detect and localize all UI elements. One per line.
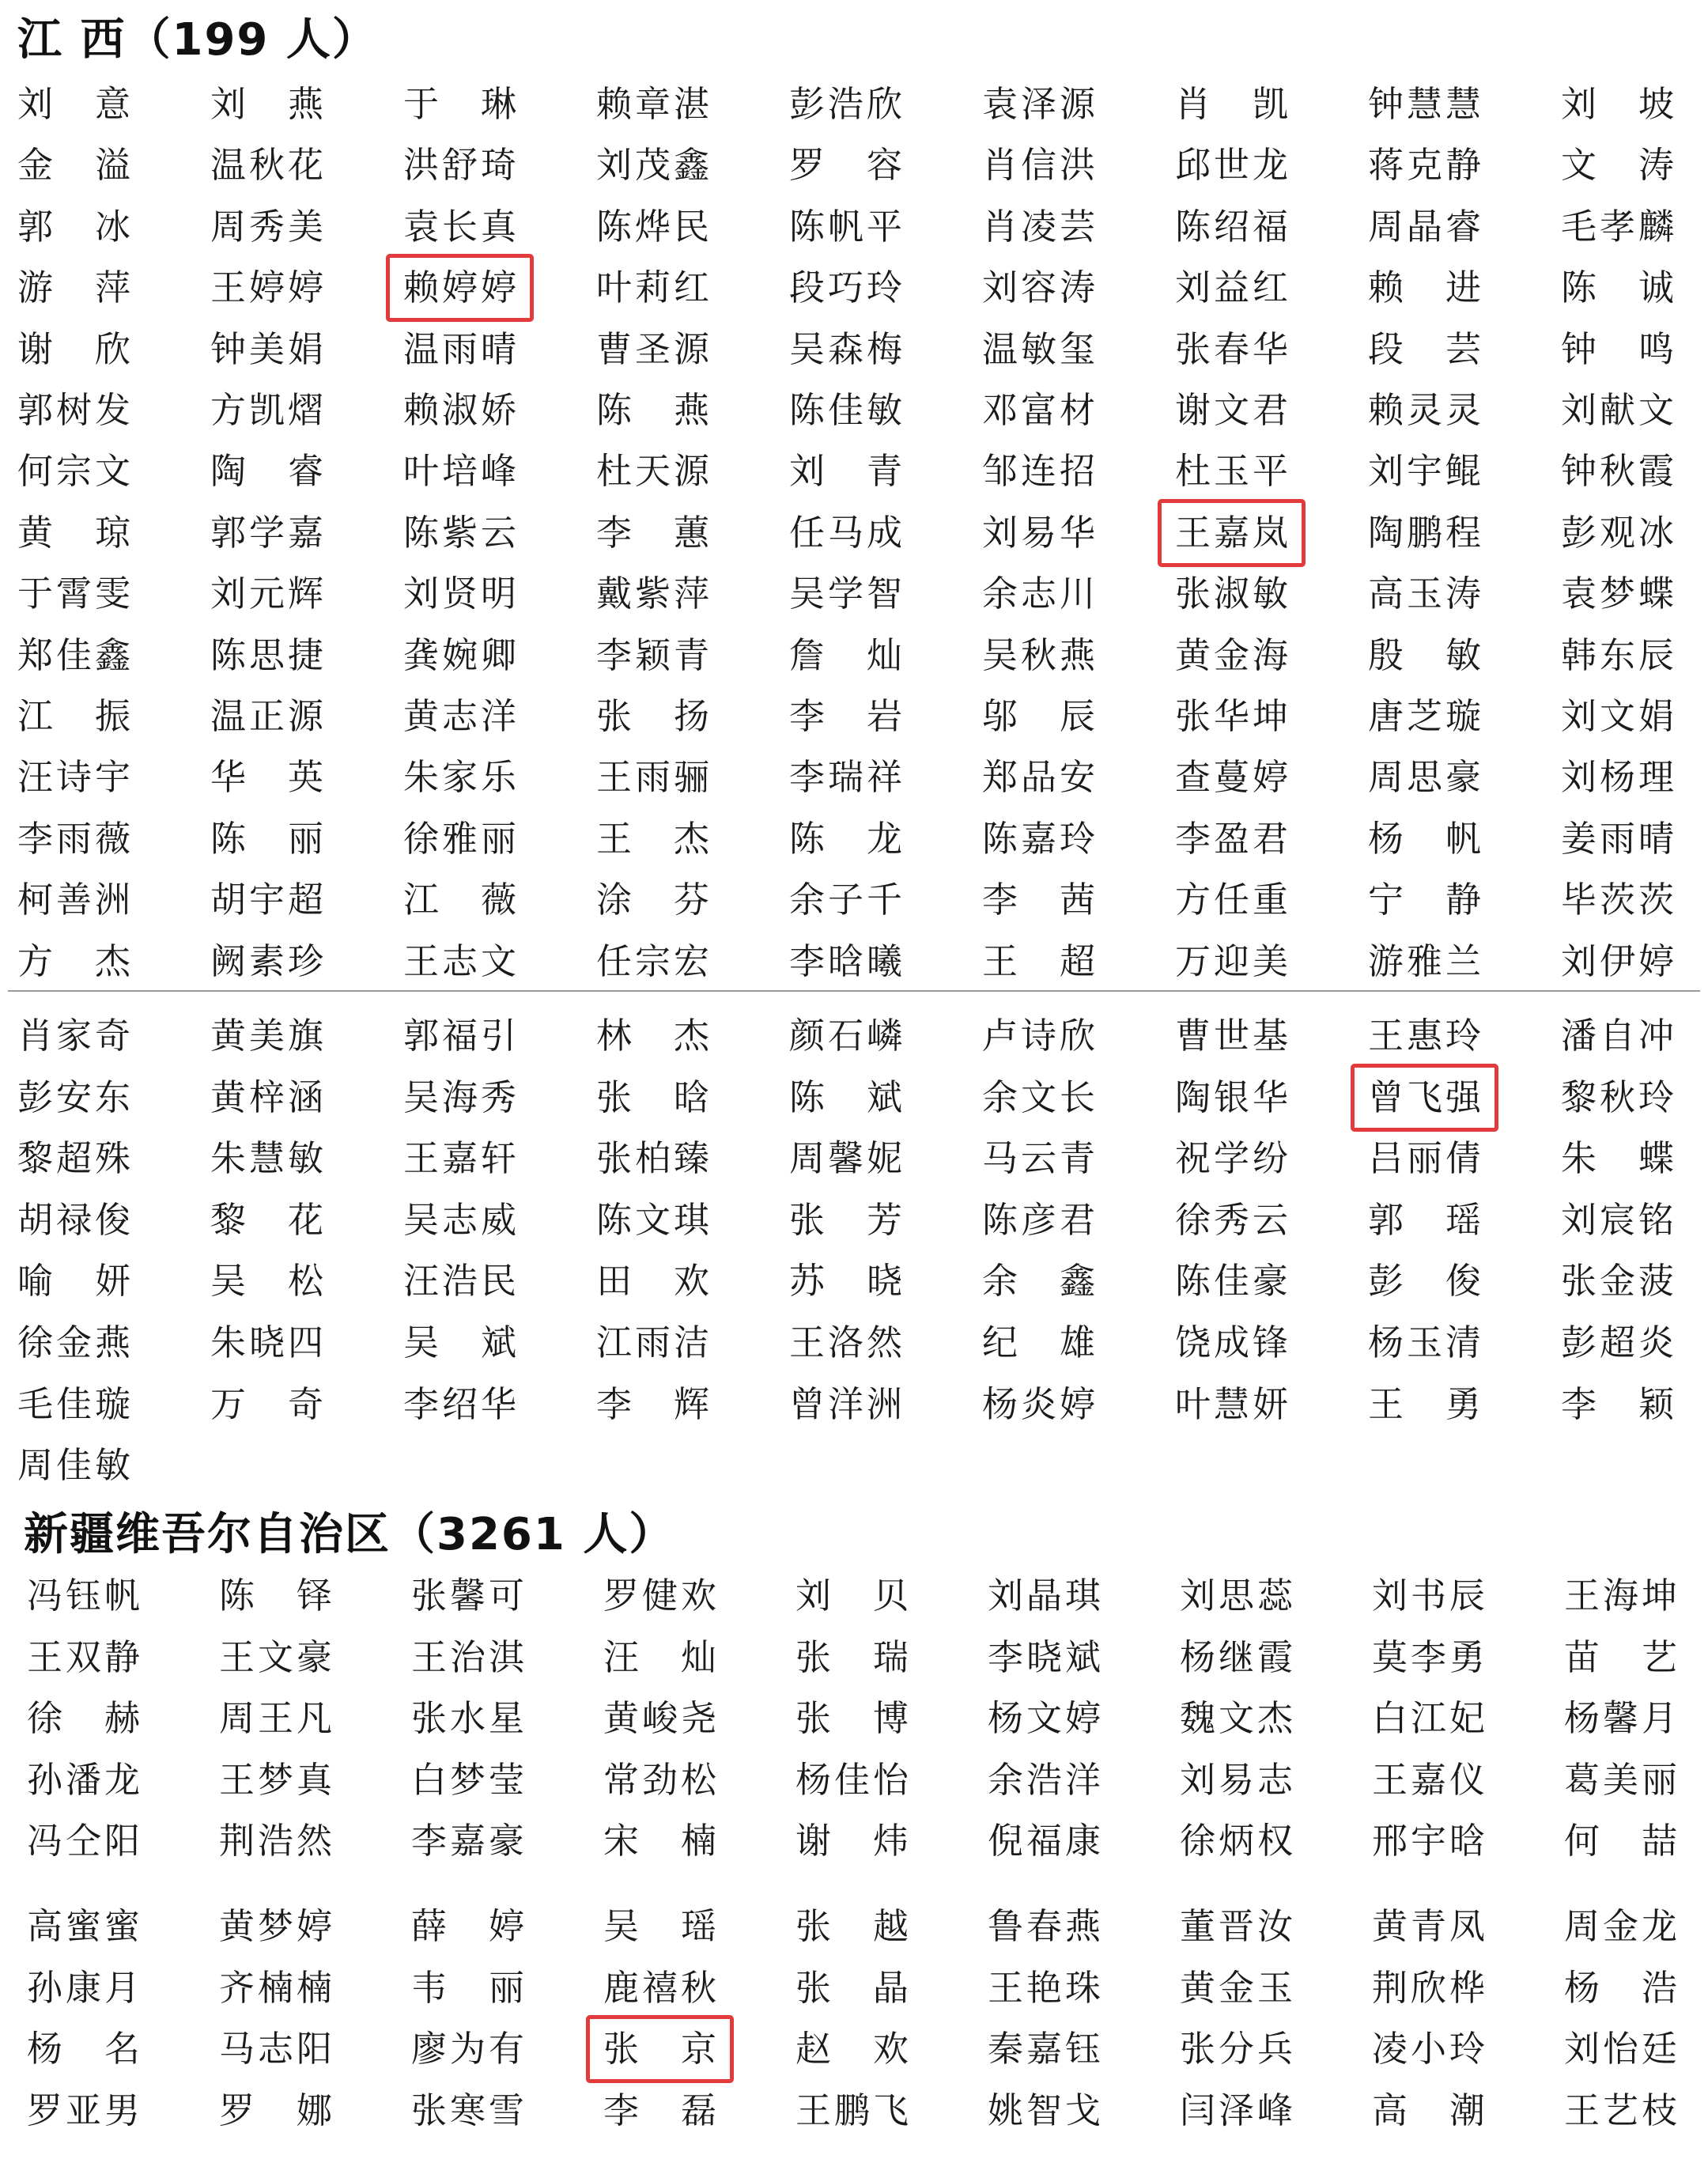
name-entry: 陈 燕 xyxy=(596,389,713,431)
name-entry: 王嘉仪 xyxy=(1372,1758,1489,1801)
name-entry: 刘 青 xyxy=(789,450,906,493)
name-entry: 陈思捷 xyxy=(210,633,327,676)
name-entry: 杨佳怡 xyxy=(795,1758,913,1801)
name-entry: 彭安东 xyxy=(17,1076,134,1118)
name-entry: 肖家奇 xyxy=(17,1015,134,1057)
name-entry: 纪 雄 xyxy=(982,1322,1099,1363)
name-entry: 陶鹏程 xyxy=(1368,511,1485,554)
name-entry: 王治淇 xyxy=(411,1635,528,1678)
name-entry: 杨玉清 xyxy=(1368,1322,1485,1363)
name-entry: 曹世基 xyxy=(1175,1015,1292,1057)
name-entry: 刘伊婷 xyxy=(1561,940,1678,982)
name-entry: 陈 诚 xyxy=(1561,267,1678,309)
name-entry: 毕茨茨 xyxy=(1561,879,1678,921)
name-entry: 饶成锋 xyxy=(1175,1322,1292,1363)
name-entry: 刘书辰 xyxy=(1372,1575,1489,1616)
name-entry: 王艺枝 xyxy=(1564,2089,1681,2131)
name-entry: 黄志洋 xyxy=(403,695,520,737)
name-entry: 葛美丽 xyxy=(1564,1758,1681,1801)
name-entry: 殷 敏 xyxy=(1368,633,1485,676)
name-entry: 周王凡 xyxy=(219,1697,336,1739)
name-entry: 杨馨月 xyxy=(1564,1697,1681,1739)
name-entry: 刘易志 xyxy=(1180,1758,1297,1801)
name-entry: 温雨晴 xyxy=(403,327,520,370)
name-entry: 秦嘉钰 xyxy=(988,2028,1105,2070)
name-entry: 金 溢 xyxy=(17,144,134,187)
name-entry: 田 欢 xyxy=(596,1260,713,1303)
name-entry: 周馨妮 xyxy=(789,1137,906,1180)
name-entry: 陈绍福 xyxy=(1175,205,1292,248)
name-entry: 潘自冲 xyxy=(1561,1015,1678,1057)
name-entry: 刘 贝 xyxy=(795,1575,913,1616)
name-entry: 刘杨理 xyxy=(1561,756,1678,799)
name-entry: 胡宇超 xyxy=(210,879,327,921)
name-entry: 刘益红 xyxy=(1175,267,1292,309)
name-entry: 刘 燕 xyxy=(210,83,327,125)
name-entry: 钟美娟 xyxy=(210,327,327,370)
name-entry: 查蔓婷 xyxy=(1175,756,1292,799)
name-entry: 薛 婷 xyxy=(411,1905,528,1947)
name-entry: 吴志威 xyxy=(403,1198,520,1241)
name-entry: 吴 斌 xyxy=(403,1322,520,1363)
name-entry: 苏 晓 xyxy=(789,1260,906,1303)
name-entry: 王洛然 xyxy=(789,1322,906,1363)
name-entry: 徐 赫 xyxy=(27,1697,144,1739)
name-entry: 陈烨民 xyxy=(596,205,713,248)
name-entry: 凌小玲 xyxy=(1372,2028,1489,2070)
name-entry: 董晋汝 xyxy=(1180,1905,1297,1947)
name-entry: 谢文君 xyxy=(1175,389,1292,431)
name-entry: 杨 浩 xyxy=(1564,1966,1681,2009)
name-entry: 孙潘龙 xyxy=(27,1758,144,1801)
name-entry: 陈 丽 xyxy=(210,817,327,860)
name-entry: 赖淑娇 xyxy=(403,389,520,431)
name-entry: 高 潮 xyxy=(1372,2089,1489,2131)
name-entry: 罗亚男 xyxy=(27,2089,144,2131)
name-entry: 吴秋燕 xyxy=(982,633,1099,676)
name-entry: 方凯熠 xyxy=(210,389,327,431)
name-entry: 邱世龙 xyxy=(1175,144,1292,187)
name-entry: 周佳敏 xyxy=(17,1444,134,1487)
name-entry: 李 蕙 xyxy=(596,511,713,554)
name-entry: 邢宇晗 xyxy=(1372,1820,1489,1862)
name-entry: 任马成 xyxy=(789,511,906,554)
name-entry: 吴 瑶 xyxy=(603,1905,720,1947)
name-entry: 陈帆平 xyxy=(789,205,906,248)
name-entry: 段 芸 xyxy=(1368,327,1485,370)
name-entry: 周思豪 xyxy=(1368,756,1485,799)
name-entry: 黄金玉 xyxy=(1180,1966,1297,2009)
name-entry: 李晗曦 xyxy=(789,940,906,982)
name-entry: 唐芝璇 xyxy=(1368,695,1485,737)
name-entry: 曾洋洲 xyxy=(789,1382,906,1425)
name-entry: 吴学智 xyxy=(789,573,906,615)
name-entry: 钟 鸣 xyxy=(1561,327,1678,370)
name-entry: 陈佳豪 xyxy=(1175,1260,1292,1303)
name-entry: 卢诗欣 xyxy=(982,1015,1099,1057)
name-entry: 刘思蕊 xyxy=(1180,1575,1297,1616)
name-entry: 郭 瑶 xyxy=(1368,1198,1485,1241)
name-entry: 华 英 xyxy=(210,756,327,799)
name-entry: 陈佳敏 xyxy=(789,389,906,431)
name-entry: 毛孝麟 xyxy=(1561,205,1678,248)
name-entry: 郭福引 xyxy=(403,1015,520,1057)
name-entry: 李 磊 xyxy=(603,2089,720,2131)
name-entry: 韩东辰 xyxy=(1561,633,1678,676)
name-entry: 蒋克静 xyxy=(1368,144,1485,187)
name-entry: 冯仝阳 xyxy=(27,1820,144,1862)
name-entry: 张馨可 xyxy=(411,1575,528,1616)
name-entry: 黄青凤 xyxy=(1372,1905,1489,1947)
name-entry: 常劲松 xyxy=(603,1758,720,1801)
name-entry: 王雨骊 xyxy=(596,756,713,799)
name-entry: 吴 松 xyxy=(210,1260,327,1303)
name-entry: 李瑞祥 xyxy=(789,756,906,799)
name-entry: 周秀美 xyxy=(210,205,327,248)
name-entry: 黎超殊 xyxy=(17,1137,134,1180)
name-entry: 张分兵 xyxy=(1180,2028,1297,2070)
name-entry: 张柏臻 xyxy=(596,1137,713,1180)
name-entry: 白江妃 xyxy=(1372,1697,1489,1739)
name-entry: 荆欣桦 xyxy=(1372,1966,1489,2009)
name-entry: 莫李勇 xyxy=(1372,1635,1489,1678)
name-entry: 闫泽峰 xyxy=(1180,2089,1297,2131)
name-entry: 罗 娜 xyxy=(219,2089,336,2131)
name-entry: 柯善洲 xyxy=(17,879,134,921)
name-entry: 张华坤 xyxy=(1175,695,1292,737)
name-entry: 彭 俊 xyxy=(1368,1260,1485,1303)
name-entry: 张 芳 xyxy=(789,1198,906,1241)
name-entry: 王婷婷 xyxy=(210,267,327,309)
name-entry: 温正源 xyxy=(210,695,327,737)
name-entry: 张寒雪 xyxy=(411,2089,528,2131)
name-entry: 黄峻尧 xyxy=(603,1697,720,1739)
name-entry: 徐秀云 xyxy=(1175,1198,1292,1241)
name-entry: 李 茜 xyxy=(982,879,1099,921)
highlighted-name: 张 京 xyxy=(603,2028,720,2070)
name-entry: 刘容涛 xyxy=(982,267,1099,309)
name-entry: 邓富材 xyxy=(982,389,1099,431)
name-entry: 汪诗宇 xyxy=(17,756,134,799)
name-entry: 李 岩 xyxy=(789,695,906,737)
name-entry: 方任重 xyxy=(1175,879,1292,921)
name-entry: 荆浩然 xyxy=(219,1820,336,1862)
name-entry: 汪 灿 xyxy=(603,1635,720,1678)
name-entry: 叶培峰 xyxy=(403,450,520,493)
name-entry: 谢 炜 xyxy=(795,1820,913,1862)
name-entry: 钟秋霞 xyxy=(1561,450,1678,493)
name-entry: 陈 龙 xyxy=(789,817,906,860)
highlighted-name: 曾飞强 xyxy=(1368,1076,1485,1118)
name-entry: 张 晶 xyxy=(795,1966,913,2009)
name-entry: 钟慧慧 xyxy=(1368,83,1485,125)
name-entry: 杨炎婷 xyxy=(982,1382,1099,1425)
name-entry: 廖为有 xyxy=(411,2028,528,2070)
name-entry: 韦 丽 xyxy=(411,1966,528,2009)
name-entry: 刘 意 xyxy=(17,83,134,125)
name-entry: 方 杰 xyxy=(17,940,134,982)
name-entry: 江雨洁 xyxy=(596,1322,713,1363)
name-entry: 袁长真 xyxy=(403,205,520,248)
section-divider xyxy=(8,990,1700,992)
name-entry: 杨继霞 xyxy=(1180,1635,1297,1678)
name-entry: 汪浩民 xyxy=(403,1260,520,1303)
name-entry: 郭学嘉 xyxy=(210,511,327,554)
name-entry: 李晓斌 xyxy=(988,1635,1105,1678)
name-entry: 杨 名 xyxy=(27,2028,144,2070)
name-entry: 朱慧敏 xyxy=(210,1137,327,1180)
name-entry: 朱家乐 xyxy=(403,756,520,799)
name-entry: 张水星 xyxy=(411,1697,528,1739)
name-entry: 祝学纷 xyxy=(1175,1137,1292,1180)
name-entry: 林 杰 xyxy=(596,1015,713,1057)
name-entry: 刘宸铭 xyxy=(1561,1198,1678,1241)
name-entry: 刘贤明 xyxy=(403,573,520,615)
name-entry: 鲁春燕 xyxy=(988,1905,1105,1947)
name-entry: 王梦真 xyxy=(219,1758,336,1801)
name-entry: 李盈君 xyxy=(1175,817,1292,860)
name-entry: 王文豪 xyxy=(219,1635,336,1678)
name-entry: 于霄雯 xyxy=(17,573,134,615)
section-heading: 新疆维吾尔自治区（3261 人） xyxy=(24,1509,675,1560)
name-entry: 詹 灿 xyxy=(789,633,906,676)
name-entry: 颜石嶙 xyxy=(789,1015,906,1057)
name-entry: 余子千 xyxy=(789,879,906,921)
name-entry: 张 博 xyxy=(795,1697,913,1739)
name-entry: 罗 容 xyxy=(789,144,906,187)
name-entry: 刘 坡 xyxy=(1561,83,1678,125)
name-entry: 黄梓涵 xyxy=(210,1076,327,1118)
name-entry: 彭浩欣 xyxy=(789,83,906,125)
name-entry: 黄金海 xyxy=(1175,633,1292,676)
name-entry: 曹圣源 xyxy=(596,327,713,370)
name-entry: 李 颖 xyxy=(1561,1382,1678,1425)
name-entry: 宁 静 xyxy=(1368,879,1485,921)
name-entry: 游雅兰 xyxy=(1368,940,1485,982)
name-entry: 朱晓四 xyxy=(210,1322,327,1363)
name-entry: 陈 铎 xyxy=(219,1575,336,1616)
name-entry: 苗 艺 xyxy=(1564,1635,1681,1678)
highlighted-name: 王嘉岚 xyxy=(1175,511,1292,554)
name-entry: 郭树发 xyxy=(17,389,134,431)
name-entry: 余 鑫 xyxy=(982,1260,1099,1303)
name-entry: 江 薇 xyxy=(403,879,520,921)
name-entry: 王 勇 xyxy=(1368,1382,1485,1425)
name-entry: 涂 芬 xyxy=(596,879,713,921)
name-entry: 余文长 xyxy=(982,1076,1099,1118)
name-entry: 黄梦婷 xyxy=(219,1905,336,1947)
name-entry: 彭观冰 xyxy=(1561,511,1678,554)
name-entry: 陈紫云 xyxy=(403,511,520,554)
name-entry: 刘宇鲲 xyxy=(1368,450,1485,493)
name-entry: 王艳珠 xyxy=(988,1966,1105,2009)
name-entry: 彭超炎 xyxy=(1561,1322,1678,1363)
name-entry: 邬 辰 xyxy=(982,695,1099,737)
name-entry: 谢 欣 xyxy=(17,327,134,370)
name-entry: 叶慧妍 xyxy=(1175,1382,1292,1425)
name-entry: 徐炳权 xyxy=(1180,1820,1297,1862)
name-entry: 吴森梅 xyxy=(789,327,906,370)
name-entry: 文 涛 xyxy=(1561,144,1678,187)
name-entry: 王海坤 xyxy=(1564,1575,1681,1616)
name-entry: 陈 斌 xyxy=(789,1076,906,1118)
name-entry: 马云青 xyxy=(982,1137,1099,1180)
name-entry: 叶莉红 xyxy=(596,267,713,309)
name-entry: 张春华 xyxy=(1175,327,1292,370)
name-entry: 刘茂鑫 xyxy=(596,144,713,187)
name-entry: 温秋花 xyxy=(210,144,327,187)
name-entry: 徐雅丽 xyxy=(403,817,520,860)
name-entry: 江 振 xyxy=(17,695,134,737)
highlighted-name: 赖婷婷 xyxy=(403,267,520,309)
name-entry: 陶 睿 xyxy=(210,450,327,493)
name-entry: 陈彦君 xyxy=(982,1198,1099,1241)
name-entry: 吴海秀 xyxy=(403,1076,520,1118)
name-entry: 冯钰帆 xyxy=(27,1575,144,1616)
name-entry: 王双静 xyxy=(27,1635,144,1678)
name-entry: 任宗宏 xyxy=(596,940,713,982)
name-entry: 龚婉卿 xyxy=(403,633,520,676)
name-entry: 黄 琼 xyxy=(17,511,134,554)
name-entry: 黎 花 xyxy=(210,1198,327,1241)
name-entry: 王 超 xyxy=(982,940,1099,982)
name-entry: 刘易华 xyxy=(982,511,1099,554)
name-entry: 齐楠楠 xyxy=(219,1966,336,2009)
name-entry: 阙素珍 xyxy=(210,940,327,982)
name-entry: 李嘉豪 xyxy=(411,1820,528,1862)
name-entry: 周晶睿 xyxy=(1368,205,1485,248)
name-entry: 何 喆 xyxy=(1564,1820,1681,1862)
name-entry: 何宗文 xyxy=(17,450,134,493)
name-entry: 邹连招 xyxy=(982,450,1099,493)
name-entry: 张 晗 xyxy=(596,1076,713,1118)
name-entry: 王惠玲 xyxy=(1368,1015,1485,1057)
name-entry: 杜天源 xyxy=(596,450,713,493)
name-entry: 吕丽倩 xyxy=(1368,1137,1485,1180)
name-entry: 喻 妍 xyxy=(17,1260,134,1303)
name-entry: 朱 蝶 xyxy=(1561,1137,1678,1180)
name-entry: 戴紫萍 xyxy=(596,573,713,615)
name-entry: 肖凌芸 xyxy=(982,205,1099,248)
name-entry: 高玉涛 xyxy=(1368,573,1485,615)
name-entry: 杨文婷 xyxy=(988,1697,1105,1739)
name-entry: 马志阳 xyxy=(219,2028,336,2070)
name-entry: 袁泽源 xyxy=(982,83,1099,125)
name-entry: 刘文娟 xyxy=(1561,695,1678,737)
name-entry: 陈嘉玲 xyxy=(982,817,1099,860)
name-entry: 陈文琪 xyxy=(596,1198,713,1241)
name-entry: 万 奇 xyxy=(210,1382,327,1425)
name-entry: 高蜜蜜 xyxy=(27,1905,144,1947)
name-entry: 姜雨晴 xyxy=(1561,817,1678,860)
name-entry: 郭 冰 xyxy=(17,205,134,248)
name-entry: 黄美旗 xyxy=(210,1015,327,1057)
name-entry: 白梦莹 xyxy=(411,1758,528,1801)
name-entry: 刘晶琪 xyxy=(988,1575,1105,1616)
name-entry: 杨 帆 xyxy=(1368,817,1485,860)
name-entry: 游 萍 xyxy=(17,267,134,309)
name-entry: 肖信洪 xyxy=(982,144,1099,187)
name-entry: 宋 楠 xyxy=(603,1820,720,1862)
name-entry: 毛佳璇 xyxy=(17,1382,134,1425)
name-entry: 王鹏飞 xyxy=(795,2089,913,2131)
name-entry: 李颖青 xyxy=(596,633,713,676)
name-entry: 刘献文 xyxy=(1561,389,1678,431)
name-entry: 赖章湛 xyxy=(596,83,713,125)
name-entry: 余志川 xyxy=(982,573,1099,615)
name-entry: 张 越 xyxy=(795,1905,913,1947)
name-entry: 赖 进 xyxy=(1368,267,1485,309)
name-entry: 周金龙 xyxy=(1564,1905,1681,1947)
name-entry: 姚智戈 xyxy=(988,2089,1105,2131)
name-entry: 王嘉轩 xyxy=(403,1137,520,1180)
name-entry: 杜玉平 xyxy=(1175,450,1292,493)
name-entry: 于 琳 xyxy=(403,83,520,125)
name-entry: 张 扬 xyxy=(596,695,713,737)
name-entry: 温敏玺 xyxy=(982,327,1099,370)
name-entry: 段巧玲 xyxy=(789,267,906,309)
name-entry: 刘元辉 xyxy=(210,573,327,615)
name-entry: 李雨薇 xyxy=(17,817,134,860)
name-entry: 王 杰 xyxy=(596,817,713,860)
name-entry: 罗健欢 xyxy=(603,1575,720,1616)
name-entry: 胡禄俊 xyxy=(17,1198,134,1241)
name-entry: 刘怡廷 xyxy=(1564,2028,1681,2070)
name-entry: 万迎美 xyxy=(1175,940,1292,982)
name-entry: 李绍华 xyxy=(403,1382,520,1425)
name-entry: 张金菠 xyxy=(1561,1260,1678,1303)
name-entry: 张淑敏 xyxy=(1175,573,1292,615)
name-entry: 余浩洋 xyxy=(988,1758,1105,1801)
name-entry: 赖灵灵 xyxy=(1368,389,1485,431)
name-entry: 郑品安 xyxy=(982,756,1099,799)
name-entry: 魏文杰 xyxy=(1180,1697,1297,1739)
name-entry: 黎秋玲 xyxy=(1561,1076,1678,1118)
name-entry: 赵 欢 xyxy=(795,2028,913,2070)
section-heading: 江 西（199 人） xyxy=(17,14,378,66)
name-entry: 倪福康 xyxy=(988,1820,1105,1862)
name-entry: 张 瑞 xyxy=(795,1635,913,1678)
name-entry: 徐金燕 xyxy=(17,1322,134,1363)
name-entry: 陶银华 xyxy=(1175,1076,1292,1118)
name-entry: 袁梦蝶 xyxy=(1561,573,1678,615)
name-entry: 孙康月 xyxy=(27,1966,144,2009)
name-entry: 洪舒琦 xyxy=(403,144,520,187)
name-entry: 郑佳鑫 xyxy=(17,633,134,676)
name-entry: 肖 凯 xyxy=(1175,83,1292,125)
name-entry: 李 辉 xyxy=(596,1382,713,1425)
name-entry: 鹿禧秋 xyxy=(603,1966,720,2009)
name-entry: 王志文 xyxy=(403,940,520,982)
